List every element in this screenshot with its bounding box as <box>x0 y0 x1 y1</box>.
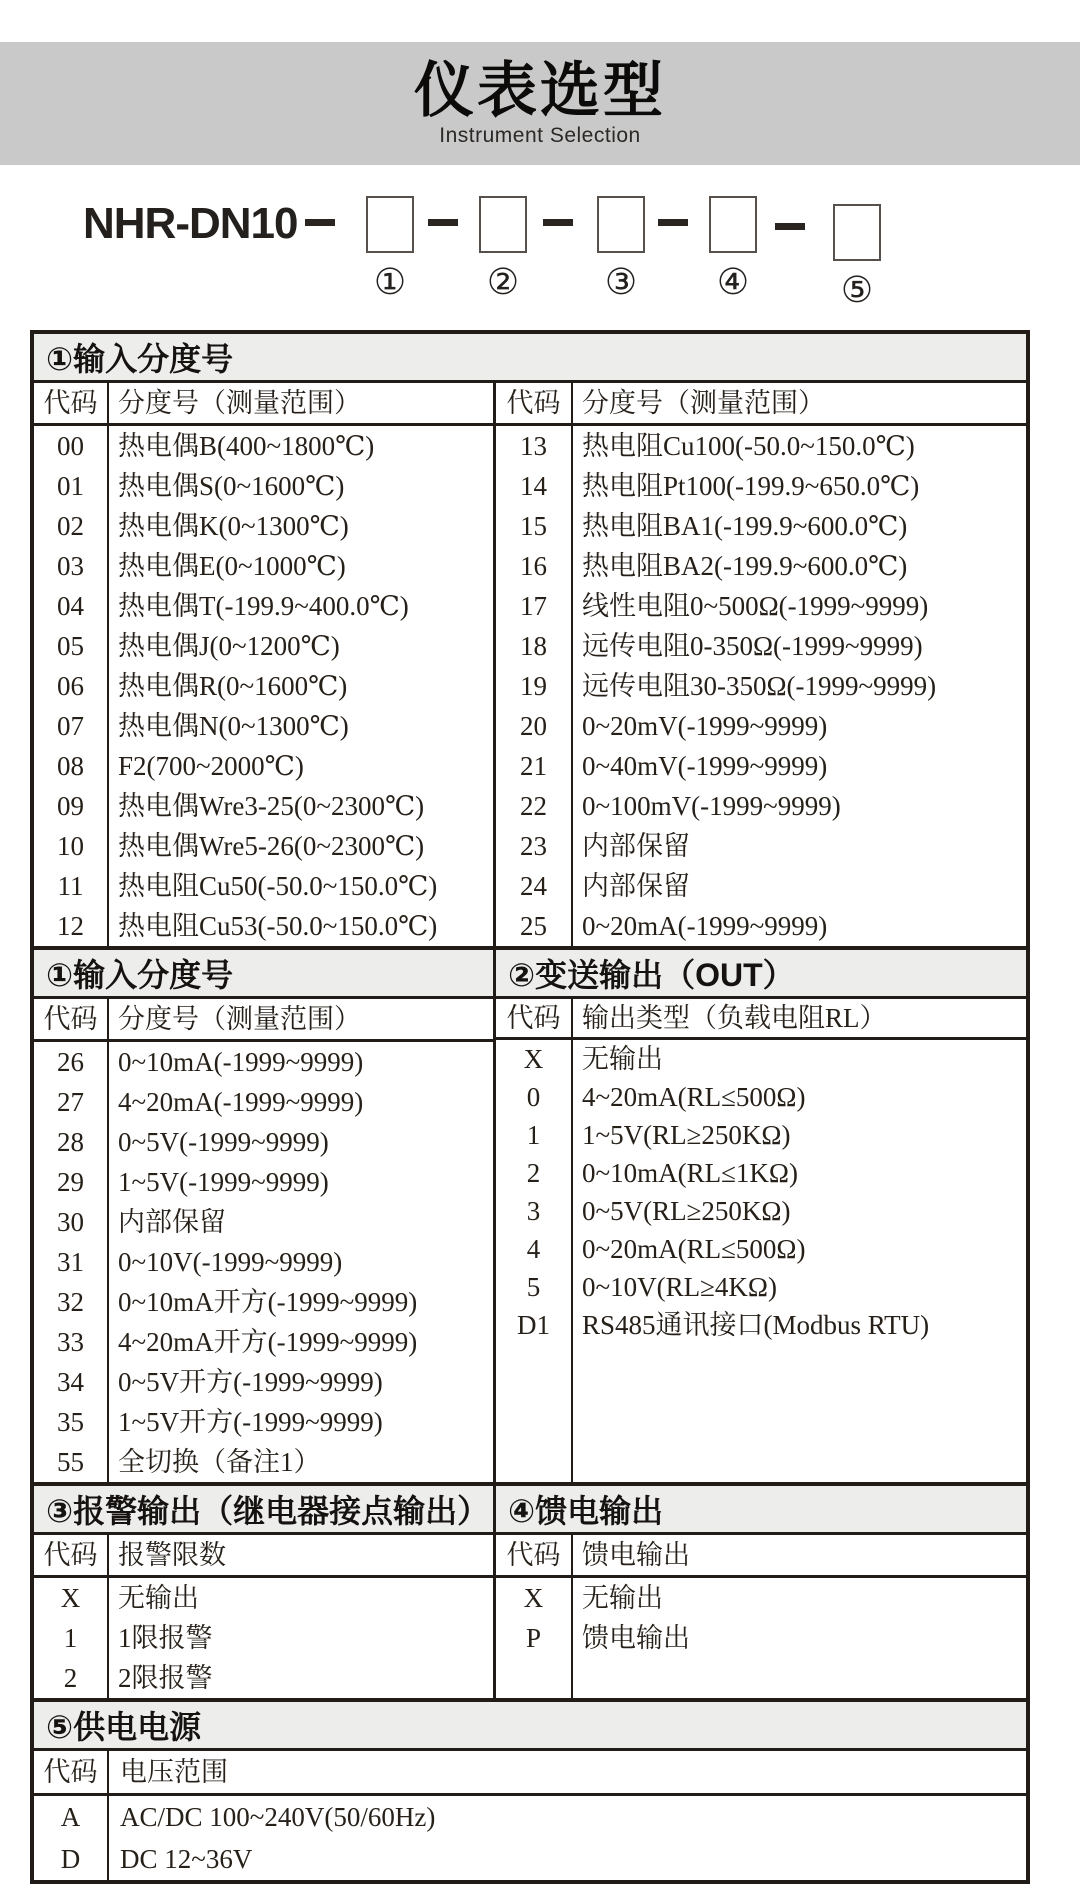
table-row <box>34 1162 493 1202</box>
table-row <box>496 1230 1026 1268</box>
table-row <box>34 1202 493 1242</box>
code-cell: 21 <box>496 746 573 786</box>
desc-cell: 0~100mV(-1999~9999) <box>582 790 841 821</box>
table-row <box>496 1116 1026 1154</box>
section-3-title: ③报警输出（继电器接点输出） <box>34 1486 496 1532</box>
desc-cell: 热电偶Wre3-25(0~2300℃) <box>118 790 425 821</box>
code-cell: 32 <box>34 1282 109 1322</box>
code-cell: 04 <box>34 586 109 626</box>
desc-cell: 0~10mA开方(-1999~9999) <box>118 1286 418 1317</box>
table-row <box>496 626 1026 666</box>
desc-header-cell: 电压范围 <box>120 1756 228 1787</box>
desc-cell: 0~20mA(RL≤500Ω) <box>582 1233 806 1264</box>
section-4-right <box>496 1535 1026 1698</box>
table-row <box>496 786 1026 826</box>
section-2-left-title: ①输入分度号 <box>34 950 496 996</box>
desc-cell: 热电阻Cu100(-50.0~150.0℃) <box>582 430 915 461</box>
dash-separator-icon <box>658 219 688 226</box>
code-cell: 02 <box>34 506 109 546</box>
code-cell: D <box>34 1838 109 1880</box>
code-cell: 01 <box>34 466 109 506</box>
code-cell: 22 <box>496 786 573 826</box>
table-row <box>496 466 1026 506</box>
code-cell: X <box>496 1578 573 1618</box>
desc-cell: 热电偶Wre5-26(0~2300℃) <box>118 830 425 861</box>
code-cell: 16 <box>496 546 573 586</box>
desc-cell: 0~10V(RL≥4KΩ) <box>582 1271 777 1302</box>
desc-cell: 内部保留 <box>582 830 690 861</box>
column-header-row <box>34 1535 493 1578</box>
desc-cell: 馈电输出 <box>582 1622 690 1653</box>
page-title: 仪表选型 <box>414 57 666 124</box>
code-cell: 31 <box>34 1242 109 1282</box>
code-cell: 23 <box>496 826 573 866</box>
desc-cell: 1~5V开方(-1999~9999) <box>118 1406 383 1437</box>
code-cell: 0 <box>496 1078 573 1116</box>
model-slot-box-2 <box>479 196 527 253</box>
code-header-cell: 代码 <box>34 383 109 423</box>
code-cell: 25 <box>496 906 573 946</box>
desc-cell: 0~10mA(-1999~9999) <box>118 1046 364 1077</box>
section-3-left <box>34 1535 496 1698</box>
table-row <box>496 906 1026 946</box>
desc-cell: 热电阻Cu53(-50.0~150.0℃) <box>118 910 438 941</box>
code-cell: 07 <box>34 706 109 746</box>
code-header-cell: 代码 <box>496 999 573 1037</box>
position-number-4: ④ <box>716 262 750 303</box>
code-cell: A <box>34 1796 109 1838</box>
rows-s1-right <box>496 426 1026 946</box>
section-1-left <box>34 383 496 946</box>
desc-cell: 热电偶K(0~1300℃) <box>118 510 349 541</box>
model-slot-box-1 <box>366 196 414 253</box>
code-cell: 08 <box>34 746 109 786</box>
table-row <box>34 1082 493 1122</box>
code-cell: 2 <box>34 1658 109 1698</box>
section-5-title: ⑤供电电源 <box>46 1709 202 1745</box>
code-cell: 03 <box>34 546 109 586</box>
position-number-2: ② <box>486 262 520 303</box>
desc-header-cell: 馈电输出 <box>582 1539 690 1570</box>
code-header-cell: 代码 <box>34 1751 109 1793</box>
table-row <box>34 546 493 586</box>
code-cell: 09 <box>34 786 109 826</box>
desc-cell: 0~10V(-1999~9999) <box>118 1246 343 1277</box>
section-2-body <box>34 999 1026 1482</box>
position-number-1: ① <box>373 262 407 303</box>
code-header-cell: 代码 <box>496 383 573 423</box>
section-1-body <box>34 383 1026 946</box>
table-row <box>34 1362 493 1402</box>
rows-s2-left <box>34 1042 493 1482</box>
code-cell: 30 <box>34 1202 109 1242</box>
table-row <box>34 506 493 546</box>
code-cell: 17 <box>496 586 573 626</box>
desc-cell: 0~5V(-1999~9999) <box>118 1126 329 1157</box>
desc-cell: 1~5V(-1999~9999) <box>118 1166 329 1197</box>
code-header-cell: 代码 <box>34 999 109 1039</box>
table-row <box>496 546 1026 586</box>
table-row <box>34 1442 493 1482</box>
rows-s2-right-wrap <box>496 1040 1026 1482</box>
table-row <box>496 706 1026 746</box>
desc-cell: AC/DC 100~240V(50/60Hz) <box>120 1801 436 1832</box>
table-row <box>496 826 1026 866</box>
desc-cell: 热电偶R(0~1600℃) <box>118 670 348 701</box>
desc-cell: 全切换（备注1） <box>118 1446 321 1477</box>
rows-s1-left <box>34 426 493 946</box>
empty-filler-row <box>496 1658 1026 1698</box>
empty-desc-cell <box>573 1344 1026 1482</box>
table-row <box>496 1192 1026 1230</box>
desc-header-cell: 分度号（测量范围） <box>582 387 825 418</box>
table-row <box>34 906 493 946</box>
section-2-right <box>496 999 1026 1482</box>
table-row <box>34 866 493 906</box>
table-row <box>496 1040 1026 1078</box>
table-row <box>34 1322 493 1362</box>
code-header-cell: 代码 <box>34 1535 109 1575</box>
code-cell: 26 <box>34 1042 109 1082</box>
desc-cell: F2(700~2000℃) <box>118 750 304 781</box>
selection-table <box>30 330 1030 1884</box>
code-cell: 5 <box>496 1268 573 1306</box>
rows-s2-right <box>496 1040 1026 1344</box>
code-cell: 3 <box>496 1192 573 1230</box>
desc-cell: 热电阻BA1(-199.9~600.0℃) <box>582 510 908 541</box>
rows-s3 <box>34 1578 493 1698</box>
code-cell: 35 <box>34 1402 109 1442</box>
code-cell: 11 <box>34 866 109 906</box>
table-row <box>496 1578 1026 1618</box>
code-cell: 18 <box>496 626 573 666</box>
code-cell: 06 <box>34 666 109 706</box>
desc-cell: 热电偶T(-199.9~400.0℃) <box>118 590 409 621</box>
code-cell: 05 <box>34 626 109 666</box>
desc-cell: 线性电阻0~500Ω(-1999~9999) <box>582 590 929 621</box>
desc-cell: 1~5V(RL≥250KΩ) <box>582 1119 791 1150</box>
code-cell: 4 <box>496 1230 573 1268</box>
desc-header-cell: 分度号（测量范围） <box>118 387 361 418</box>
table-row <box>34 1618 493 1658</box>
section-2-left <box>34 999 496 1482</box>
desc-cell: DC 12~36V <box>120 1843 253 1874</box>
desc-cell: 远传电阻30-350Ω(-1999~9999) <box>582 670 937 701</box>
desc-cell: 0~5V开方(-1999~9999) <box>118 1366 383 1397</box>
desc-cell: 0~20mA(-1999~9999) <box>582 910 828 941</box>
code-cell: 14 <box>496 466 573 506</box>
desc-header-cell: 输出类型（负载电阻RL） <box>582 1002 887 1033</box>
desc-cell: 远传电阻0-350Ω(-1999~9999) <box>582 630 923 661</box>
code-cell: D1 <box>496 1306 573 1344</box>
table-row <box>496 1306 1026 1344</box>
code-cell: 33 <box>34 1322 109 1362</box>
column-header-row <box>496 999 1026 1040</box>
table-row <box>34 1578 493 1618</box>
table-row <box>34 1838 1026 1880</box>
code-cell: 1 <box>496 1116 573 1154</box>
table-row <box>496 1078 1026 1116</box>
desc-header-cell: 报警限数 <box>118 1539 226 1570</box>
dash-separator-icon <box>305 219 335 226</box>
code-cell: P <box>496 1618 573 1658</box>
table-row <box>496 426 1026 466</box>
table-row <box>496 746 1026 786</box>
code-cell: X <box>496 1040 573 1078</box>
code-cell: 24 <box>496 866 573 906</box>
desc-cell: 热电偶E(0~1000℃) <box>118 550 346 581</box>
table-row <box>496 866 1026 906</box>
code-cell: 12 <box>34 906 109 946</box>
dash-separator-icon <box>428 219 458 226</box>
section-2-right-title: ②变送输出（OUT） <box>508 957 795 993</box>
desc-cell: 2限报警 <box>118 1662 213 1693</box>
model-slot-box-3 <box>597 196 645 253</box>
table-row <box>34 1658 493 1698</box>
empty-filler-row <box>496 1344 1026 1482</box>
table-row <box>34 826 493 866</box>
title-banner <box>0 42 1080 165</box>
code-cell: 27 <box>34 1082 109 1122</box>
desc-cell: 无输出 <box>582 1043 663 1074</box>
table-row <box>34 1122 493 1162</box>
section-1-right <box>496 383 1026 946</box>
column-header-row <box>34 999 493 1042</box>
column-header-row <box>34 1751 1026 1796</box>
code-cell: 15 <box>496 506 573 546</box>
column-header-row <box>496 1535 1026 1578</box>
empty-desc-cell <box>573 1658 1026 1698</box>
code-cell: 00 <box>34 426 109 466</box>
desc-header-cell: 分度号（测量范围） <box>118 1003 361 1034</box>
model-slot-box-4 <box>709 196 757 253</box>
desc-cell: 内部保留 <box>582 870 690 901</box>
section-1-band <box>34 334 1026 383</box>
section-5-band <box>34 1698 1026 1751</box>
table-row <box>496 1154 1026 1192</box>
code-cell: 28 <box>34 1122 109 1162</box>
position-number-3: ③ <box>604 262 638 303</box>
desc-cell: 热电偶S(0~1600℃) <box>118 470 345 501</box>
rows-s4-wrap <box>496 1578 1026 1698</box>
desc-cell: 热电阻Pt100(-199.9~650.0℃) <box>582 470 920 501</box>
table-row <box>496 1618 1026 1658</box>
table-row <box>496 506 1026 546</box>
code-cell: X <box>34 1578 109 1618</box>
dash-separator-icon <box>543 219 573 226</box>
code-cell: 13 <box>496 426 573 466</box>
section-4-title: ④馈电输出 <box>508 1493 664 1529</box>
table-row <box>34 706 493 746</box>
desc-cell: 热电偶B(400~1800℃) <box>118 430 375 461</box>
desc-cell: 热电偶N(0~1300℃) <box>118 710 349 741</box>
code-cell: 10 <box>34 826 109 866</box>
desc-cell: 热电偶J(0~1200℃) <box>118 630 340 661</box>
desc-cell: 1限报警 <box>118 1622 213 1653</box>
table-row <box>496 586 1026 626</box>
page-subtitle: Instrument Selection <box>439 124 641 147</box>
table-row <box>34 1242 493 1282</box>
dash-separator-icon <box>775 223 805 230</box>
model-prefix: NHR-DN10 <box>83 199 298 248</box>
desc-cell: 0~5V(RL≥250KΩ) <box>582 1195 791 1226</box>
table-row <box>34 1042 493 1082</box>
desc-cell: RS485通讯接口(Modbus RTU) <box>582 1309 930 1340</box>
table-row <box>496 666 1026 706</box>
table-row <box>34 426 493 466</box>
table-row <box>34 1796 1026 1838</box>
desc-cell: 无输出 <box>118 1582 199 1613</box>
table-row <box>34 1282 493 1322</box>
column-header-row <box>496 383 1026 426</box>
table-row <box>34 1402 493 1442</box>
table-row <box>34 466 493 506</box>
empty-code-cell <box>496 1658 573 1698</box>
model-code-diagram <box>0 165 1080 330</box>
desc-cell: 4~20mA(RL≤500Ω) <box>582 1081 806 1112</box>
code-cell: 29 <box>34 1162 109 1202</box>
desc-cell: 内部保留 <box>118 1206 226 1237</box>
section-1-title: ①输入分度号 <box>46 341 234 377</box>
desc-cell: 0~10mA(RL≤1KΩ) <box>582 1157 798 1188</box>
desc-cell: 无输出 <box>582 1582 663 1613</box>
table-row <box>496 1268 1026 1306</box>
desc-cell: 4~20mA(-1999~9999) <box>118 1086 364 1117</box>
section-2-band <box>34 946 1026 999</box>
column-header-row <box>34 383 493 426</box>
code-header-cell: 代码 <box>496 1535 573 1575</box>
code-cell: 55 <box>34 1442 109 1482</box>
desc-cell: 4~20mA开方(-1999~9999) <box>118 1326 418 1357</box>
rows-s4 <box>496 1578 1026 1658</box>
table-row <box>34 666 493 706</box>
section-3-4-band <box>34 1482 1026 1535</box>
desc-cell: 热电阻Cu50(-50.0~150.0℃) <box>118 870 438 901</box>
section-3-4-body <box>34 1535 1026 1698</box>
position-number-5: ⑤ <box>840 270 874 311</box>
section-5-body <box>34 1751 1026 1880</box>
table-row <box>34 786 493 826</box>
table-row <box>34 746 493 786</box>
desc-cell: 0~20mV(-1999~9999) <box>582 710 828 741</box>
empty-code-cell <box>496 1344 573 1482</box>
code-cell: 2 <box>496 1154 573 1192</box>
table-row <box>34 586 493 626</box>
desc-cell: 0~40mV(-1999~9999) <box>582 750 828 781</box>
model-slot-box-5 <box>833 204 881 261</box>
rows-s5 <box>34 1796 1026 1880</box>
code-cell: 34 <box>34 1362 109 1402</box>
table-row <box>34 626 493 666</box>
code-cell: 19 <box>496 666 573 706</box>
code-cell: 1 <box>34 1618 109 1658</box>
code-cell: 20 <box>496 706 573 746</box>
desc-cell: 热电阻BA2(-199.9~600.0℃) <box>582 550 908 581</box>
